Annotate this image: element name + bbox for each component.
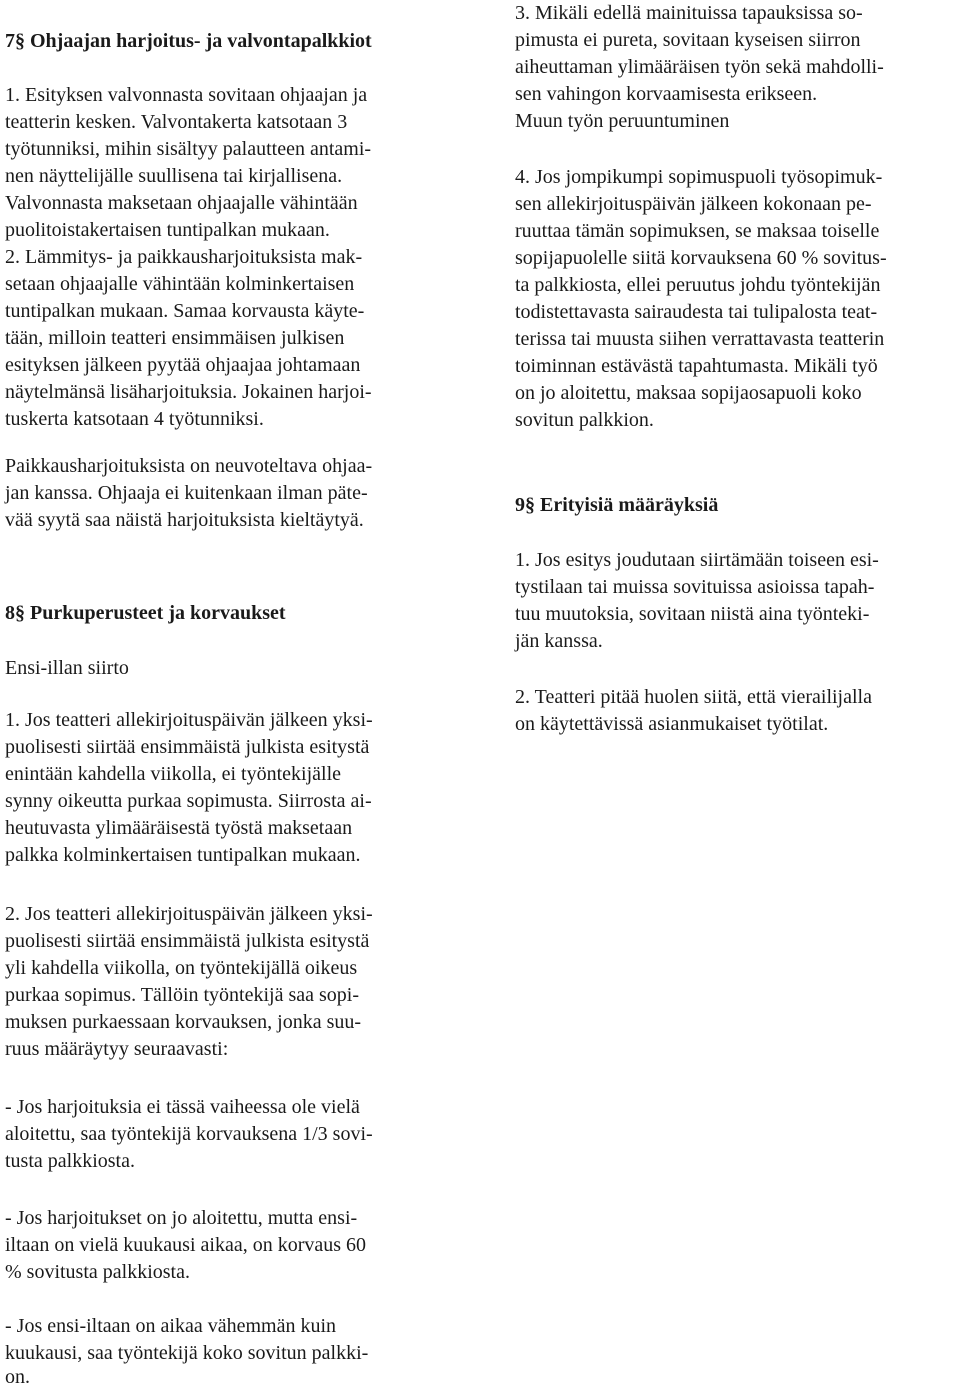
paragraph-line: ta palkkiosta, ellei peruutus johdu työntekijän [515, 274, 881, 296]
paragraph-line: jän kanssa. [515, 630, 603, 652]
paragraph-line: - Jos harjoitukset on jo aloitettu, mutta ensi- [5, 1207, 358, 1229]
paragraph-line: sovitun palkkion. [515, 409, 654, 431]
paragraph-line: tuu muutoksia, sovitaan niistä aina työnteki- [515, 603, 870, 625]
paragraph-line: tystilaan tai muissa sovituissa asioissa tapah- [515, 576, 875, 598]
paragraph-line: 2. Lämmitys- ja paikkausharjoituksista mak- [5, 246, 363, 268]
paragraph-line: teatterin kesken. Valvontakerta katsotaan 3 [5, 111, 348, 133]
subheading: Ensi-illan siirto [5, 657, 129, 679]
paragraph-line: ruus määräytyy seuraavasti: [5, 1038, 229, 1060]
paragraph-line: kuukausi, saa työntekijä koko sovitun palkki- [5, 1342, 369, 1364]
paragraph-line: työtunniksi, mihin sisältyy palautteen antami- [5, 138, 372, 160]
paragraph-line: vää syytä saa näistä harjoituksista kieltäytyä. [5, 509, 364, 531]
paragraph-line: näytelmänsä lisäharjoituksia. Jokainen harjoi- [5, 381, 372, 403]
paragraph-line: on. [5, 1366, 30, 1388]
paragraph-line: - Jos harjoituksia ei tässä vaiheessa ole vielä [5, 1096, 360, 1118]
paragraph-line: enintään kahdella viikolla, ei työntekijälle [5, 763, 341, 785]
paragraph-line: 1. Jos esitys joudutaan siirtämään toiseen esi- [515, 549, 879, 571]
paragraph-line: Valvonnasta maksetaan ohjaajalle vähintään [5, 192, 358, 214]
paragraph-line: palkka kolminkertaisen tuntipalkan mukaan. [5, 844, 361, 866]
paragraph-line: aiheuttaman ylimääräisen työn sekä mahdolli- [515, 56, 884, 78]
paragraph-line: yli kahdella viikolla, on työntekijällä oikeus [5, 957, 358, 979]
paragraph-line: tään, milloin teatteri ensimmäisen julkisen [5, 327, 345, 349]
paragraph-line: esityksen jälkeen pyytää ohjaajaa johtamaan [5, 354, 361, 376]
paragraph-line: setaan ohjaajalle vähintään kolminkertaisen [5, 273, 355, 295]
paragraph-line: on jo aloitettu, maksaa sopijaosapuoli koko [515, 382, 862, 404]
paragraph-line: sen allekirjoituspäivän jälkeen kokonaan pe- [515, 193, 872, 215]
paragraph-line: 1. Jos teatteri allekirjoituspäivän jälkeen yksi- [5, 709, 373, 731]
paragraph-line: 3. Mikäli edellä mainituissa tapauksissa so- [515, 2, 863, 24]
paragraph-line: 2. Teatteri pitää huolen siitä, että vierailijalla [515, 686, 872, 708]
paragraph-line: nen näyttelijälle suullisena tai kirjallisena. [5, 165, 343, 187]
paragraph-line: tusta palkkiosta. [5, 1150, 135, 1172]
paragraph-line: ruuttaa tämän sopimuksen, se maksaa toiselle [515, 220, 880, 242]
paragraph-line: puolisesti siirtää ensimmäistä julkista esitystä [5, 736, 370, 758]
paragraph-line: 4. Jos jompikumpi sopimuspuoli työsopimuk- [515, 166, 883, 188]
paragraph-line: % sovitusta palkkiosta. [5, 1261, 190, 1283]
paragraph-line: iltaan on vielä kuukausi aikaa, on korvaus 60 [5, 1234, 367, 1256]
paragraph-line: puolisesti siirtää ensimmäistä julkista esitystä [5, 930, 370, 952]
paragraph-line: on käytettävissä asianmukaiset työtilat. [515, 713, 829, 735]
paragraph-line: synny oikeutta purkaa sopimusta. Siirrosta ai- [5, 790, 372, 812]
paragraph-line: sopijapuolelle siitä korvauksena 60 % sovitus- [515, 247, 887, 269]
paragraph-line: tuntipalkan mukaan. Samaa korvausta käyte- [5, 300, 365, 322]
paragraph-line: terissa tai muusta siihen verrattavasta teatterin [515, 328, 885, 350]
paragraph-line: pimusta ei pureta, sovitaan kyseisen siirron [515, 29, 861, 51]
subheading: Muun työn peruuntuminen [515, 110, 730, 132]
paragraph-line: toiminnan estävästä tapahtumasta. Mikäli työ [515, 355, 878, 377]
section-9-heading: 9§ Erityisiä määräyksiä [515, 494, 719, 516]
paragraph-line: 2. Jos teatteri allekirjoituspäivän jälkeen yksi- [5, 903, 373, 925]
paragraph-line: todistettavasta sairaudesta tai tulipalosta teat- [515, 301, 878, 323]
section-7-heading: 7§ Ohjaajan harjoitus- ja valvontapalkkiot [5, 30, 372, 52]
paragraph-line: Paikkausharjoituksista on neuvoteltava ohjaa- [5, 455, 373, 477]
paragraph-line: tuskerta katsotaan 4 työtunniksi. [5, 408, 264, 430]
paragraph-line: jan kanssa. Ohjaaja ei kuitenkaan ilman päte- [5, 482, 368, 504]
paragraph-line: puolitoistakertaisen tuntipalkan mukaan. [5, 219, 330, 241]
paragraph-line: aloitettu, saa työntekijä korvauksena 1/3 sovi- [5, 1123, 373, 1145]
paragraph-line: - Jos ensi-iltaan on aikaa vähemmän kuin [5, 1315, 337, 1337]
paragraph-line: muksen purkaessaan korvauksen, jonka suu- [5, 1011, 362, 1033]
paragraph-line: purkaa sopimus. Tällöin työntekijä saa sopi- [5, 984, 360, 1006]
section-8-heading: 8§ Purkuperusteet ja korvaukset [5, 602, 286, 624]
paragraph-line: sen vahingon korvaamisesta erikseen. [515, 83, 818, 105]
paragraph-line: 1. Esityksen valvonnasta sovitaan ohjaajan ja [5, 84, 368, 106]
paragraph-line: heutuvasta ylimääräisestä työstä maksetaan [5, 817, 353, 839]
